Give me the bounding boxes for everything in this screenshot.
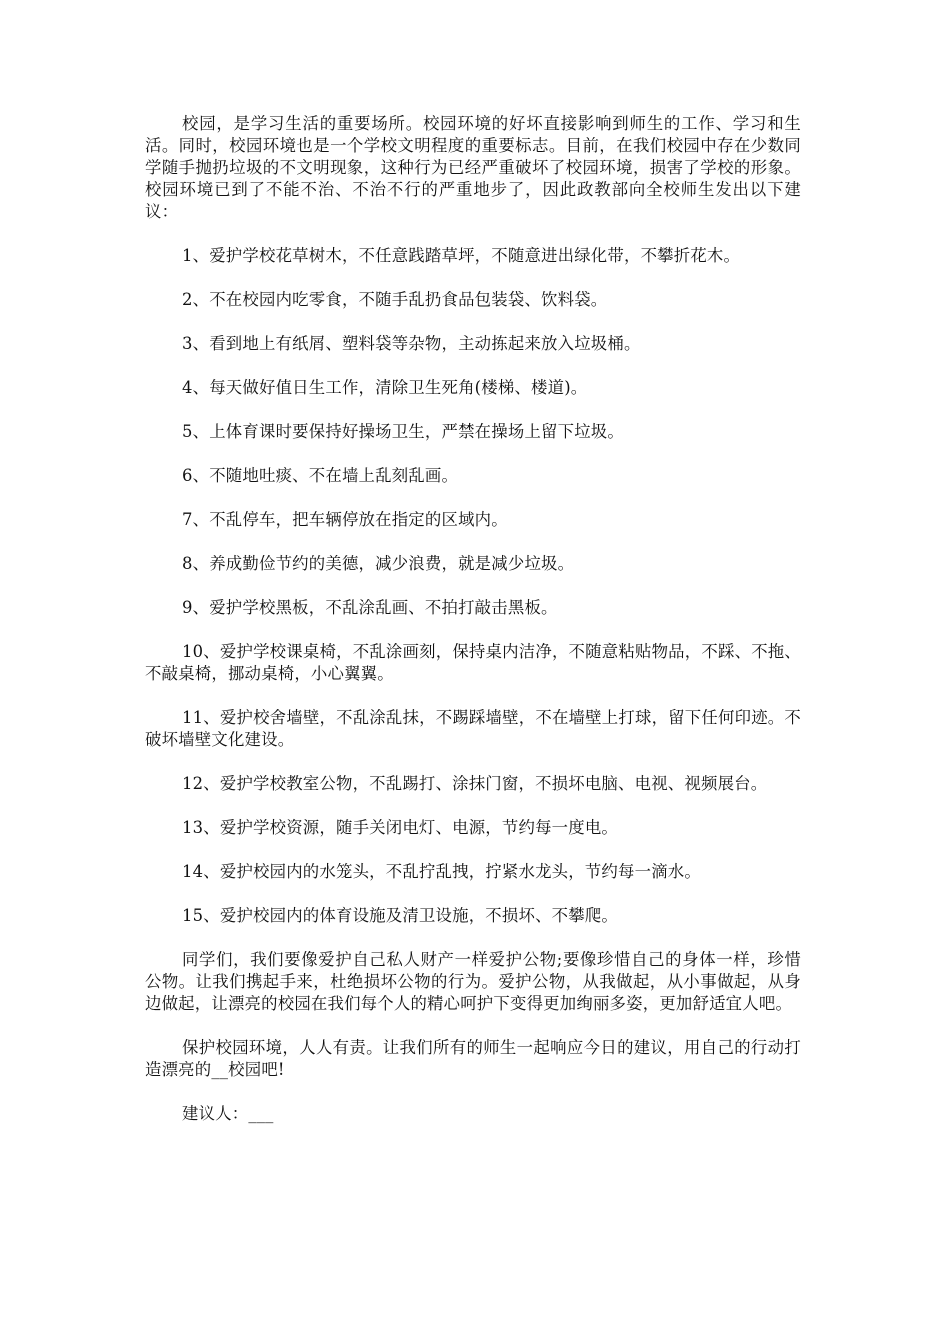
intro-paragraph: 校园，是学习生活的重要场所。校园环境的好坏直接影响到师生的工作、学习和生活。同时，校园环境也是一个学校文明程度的重要标志。目前，在我们校园中存在少数同学随手抛扔垃圾的不文明现象，这种行为已经严重破坏了校园环境，损害了学校的形象。校园环境已到了不能不治、不治不行的严重地步了，因此政教部向全校师生发出以下建议：: [145, 114, 801, 221]
suggestion-item-15: 15、爱护校园内的体育设施及清卫设施，不损坏、不攀爬。: [182, 906, 619, 925]
suggestion-item-4: 4、每天做好值日生工作，清除卫生死角(楼梯、楼道)。: [182, 378, 588, 397]
signature-line: 建议人：___: [182, 1104, 274, 1123]
suggestion-item-13: 13、爱护学校资源，随手关闭电灯、电源，节约每一度电。: [182, 818, 619, 837]
suggestion-item-9: 9、爱护学校黑板，不乱涂乱画、不拍打敲击黑板。: [182, 598, 558, 617]
closing-paragraph-2: 保护校园环境，人人有责。让我们所有的师生一起响应今日的建议，用自己的行动打造漂亮的__校园吧!: [145, 1038, 801, 1079]
suggestion-item-1: 1、爱护学校花草树木，不任意践踏草坪，不随意进出绿化带，不攀折花木。: [182, 246, 741, 265]
suggestion-item-14: 14、爱护校园内的水笼头，不乱拧乱拽，拧紧水龙头，节约每一滴水。: [182, 862, 701, 881]
suggestion-item-6: 6、不随地吐痰、不在墙上乱刻乱画。: [182, 466, 459, 485]
suggestion-item-2: 2、不在校园内吃零食，不随手乱扔食品包装袋、饮料袋。: [182, 290, 608, 309]
document-body: [145, 113, 801, 1125]
suggestion-item-11: 11、爱护校舍墙壁，不乱涂乱抹，不踢踩墙壁，不在墙壁上打球，留下任何印迹。不破坏墙壁文化建设。: [145, 708, 801, 749]
suggestion-item-5: 5、上体育课时要保持好操场卫生，严禁在操场上留下垃圾。: [182, 422, 624, 441]
closing-paragraph-1: 同学们，我们要像爱护自己私人财产一样爱护公物;要像珍惜自己的身体一样，珍惜公物。让我们携起手来，杜绝损坏公物的行为。爱护公物，从我做起，从小事做起，从身边做起，让漂亮的校园在我们每个人的精心呵护下变得更加绚丽多姿，更加舒适宜人吧。: [145, 950, 801, 1013]
suggestion-item-7: 7、不乱停车，把车辆停放在指定的区域内。: [182, 510, 508, 529]
suggestion-item-3: 3、看到地上有纸屑、塑料袋等杂物，主动拣起来放入垃圾桶。: [182, 334, 641, 353]
suggestion-item-8: 8、养成勤俭节约的美德，减少浪费，就是减少垃圾。: [182, 554, 575, 573]
suggestion-item-10: 10、爱护学校课桌椅，不乱涂画刻，保持桌内洁净，不随意粘贴物品，不踩、不拖、不敲桌椅，挪动桌椅，小心翼翼。: [145, 642, 801, 683]
suggestion-item-12: 12、爱护学校教室公物，不乱踢打、涂抹门窗，不损坏电脑、电视、视频展台。: [182, 774, 768, 793]
